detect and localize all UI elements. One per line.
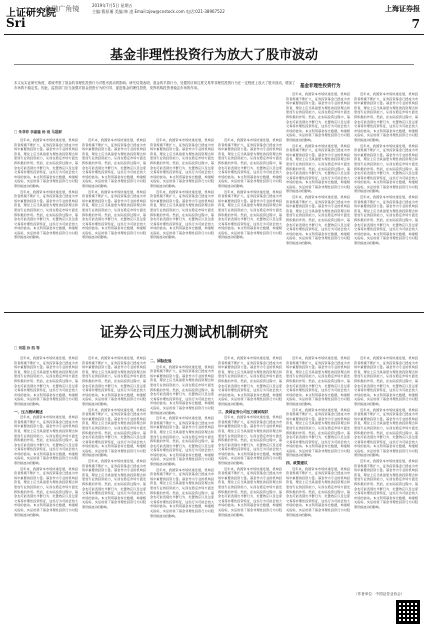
section-code: Sri xyxy=(6,16,26,30)
paragraph: 近年来，我国资本市场快速发展，机构投资者规模不断扩大，证券投资基金已经成为市场中重要的投资力量。基金作为专业的机构投资者，理论上应当具备更为理性的投资理念和更加专业的投资能力，从而在稳定市场方面发挥积极的作用。然而，在实际投资过程中，基金也可能表现出羊群行为、处置效应以及过度交易等非理性投资特征，这些行为可能会放大市场的波动。本文利用基金持仓数据，构建相关指标，实证检验了基金非理性投资行为对股票价格波动的影响。 xyxy=(218,138,282,188)
article1-col-5 xyxy=(286,92,350,308)
section-heading: 四、政策建议 xyxy=(286,461,308,466)
section-heading: 三、我国证券公司压力测试现状 xyxy=(218,409,269,414)
paragraph: 近年来，我国资本市场快速发展，机构投资者规模不断扩大，证券投资基金已经成为市场中重要的投资力量。基金作为专业的机构投资者，理论上应当具备更为理性的投资理念和更加专业的投资能力，从而在稳定市场方面发挥积极的作用。然而，在实际投资过程中，基金也可能表现出羊群行为、处置效应以及过度交易等非理性投资特征，这些行为可能会放大市场的波动。本文利用基金持仓数据，构建相关指标，实证检验了基金非理性投资行为对股票价格波动的影响。 xyxy=(82,407,146,458)
article1-col-2 xyxy=(82,138,146,308)
header-info xyxy=(92,3,225,15)
article1-sidebar-title: 基金非理性投资行为 xyxy=(300,84,341,89)
paragraph: 近年来，我国资本市场快速发展，机构投资者规模不断扩大，证券投资基金已经成为市场中重要的投资力量。基金作为专业的机构投资者，理论上应当具备更为理性的投资理念和更加专业的投资能力，从而在稳定市场方面发挥积极的作用。然而，在实际投资过程中，基金也可能表现出羊群行为、处置效应以及过度交易等非理性投资特征，这些行为可能会放大市场的波动。本文利用基金持仓数据，构建相关指标，实证检验了基金非理性投资行为对股票价格波动的影响。 xyxy=(286,466,350,517)
masthead: 上证研究院 xyxy=(6,8,56,19)
paragraph: 近年来，我国资本市场快速发展，机构投资者规模不断扩大，证券投资基金已经成为市场中重要的投资力量。基金作为专业的机构投资者，理论上应当具备更为理性的投资理念和更加专业的投资能力，从而在稳定市场方面发挥积极的作用。然而，在实际投资过程中，基金也可能表现出羊群行为、处置效应以及过度交易等非理性投资特征，这些行为可能会放大市场的波动。本文利用基金持仓数据，构建相关指标，实证检验了基金非理性投资行为对股票价格波动的影响。 xyxy=(218,189,282,240)
header-contact: 主编:曹原瑾 美编:林 凌 Email:zjsw@cnstock.com 电话:021-38967522 xyxy=(92,9,225,14)
paragraph: 近年来，我国资本市场快速发展，机构投资者规模不断扩大，证券投资基金已经成为市场中重要的投资力量。基金作为专业的机构投资者，理论上应当具备更为理性的投资理念和更加专业的投资能力，从而在稳定市场方面发挥积极的作用。然而，在实际投资过程中，基金也可能表现出羊群行为、处置效应以及过度交易等非理性投资特征，这些行为可能会放大市场的波动。本文利用基金持仓数据，构建相关指标，实证检验了基金非理性投资行为对股票价格波动的影响。 xyxy=(286,407,350,458)
paragraph: 近年来，我国资本市场快速发展，机构投资者规模不断扩大，证券投资基金已经成为市场中重要的投资力量。基金作为专业的机构投资者，理论上应当具备更为理性的投资理念和更加专业的投资能力，从而在稳定市场方面发挥积极的作用。然而，在实际投资过程中，基金也可能表现出羊群行为、处置效应以及过度交易等非理性投资特征，这些行为可能会放大市场的波动。本文利用基金持仓数据，构建相关指标，实证检验了基金非理性投资行为对股票价格波动的影响。 xyxy=(82,138,146,188)
section-heading: 二、国际经验 xyxy=(150,359,172,363)
paragraph: 近年来，我国资本市场快速发展，机构投资者规模不断扩大，证券投资基金已经成为市场中重要的投资力量。基金作为专业的机构投资者，理论上应当具备更为理性的投资理念和更加专业的投资能力，从而在稳定市场方面发挥积极的作用。然而，在实际投资过程中，基金也可能表现出羊群行为、处置效应以及过度交易等非理性投资特征，这些行为可能会放大市场的波动。本文利用基金持仓数据，构建相关指标，实证检验了基金非理性投资行为对股票价格波动的影响。 xyxy=(286,356,350,406)
paragraph: 近年来，我国资本市场快速发展，机构投资者规模不断扩大，证券投资基金已经成为市场中重要的投资力量。基金作为专业的机构投资者，理论上应当具备更为理性的投资理念和更加专业的投资能力，从而在稳定市场方面发挥积极的作用。然而，在实际投资过程中，基金也可能表现出羊群行为、处置效应以及过度交易等非理性投资特征，这些行为可能会放大市场的波动。本文利用基金持仓数据，构建相关指标，实证检验了基金非理性投资行为对股票价格波动的影响。 xyxy=(354,407,418,458)
paragraph: 近年来，我国资本市场快速发展，机构投资者规模不断扩大，证券投资基金已经成为市场中重要的投资力量。基金作为专业的机构投资者，理论上应当具备更为理性的投资理念和更加专业的投资能力，从而在稳定市场方面发挥积极的作用。然而，在实际投资过程中，基金也可能表现出羊群行为、处置效应以及过度交易等非理性投资特征，这些行为可能会放大市场的波动。本文利用基金持仓数据，构建相关指标，实证检验了基金非理性投资行为对股票价格波动的影响。 xyxy=(150,138,214,188)
article1-col-4 xyxy=(218,138,282,308)
paragraph: 近年来，我国资本市场快速发展，机构投资者规模不断扩大，证券投资基金已经成为市场中重要的投资力量。基金作为专业的机构投资者，理论上应当具备更为理性的投资理念和更加专业的投资能力，从而在稳定市场方面发挥积极的作用。然而，在实际投资过程中，基金也可能表现出羊群行为、处置效应以及过度交易等非理性投资特征，这些行为可能会放大市场的波动。本文利用基金持仓数据，构建相关指标，实证检验了基金非理性投资行为对股票价格波动的影响。 xyxy=(14,466,78,517)
paragraph: 近年来，我国资本市场快速发展，机构投资者规模不断扩大，证券投资基金已经成为市场中重要的投资力量。基金作为专业的机构投资者，理论上应当具备更为理性的投资理念和更加专业的投资能力，从而在稳定市场方面发挥积极的作用。然而，在实际投资过程中，基金也可能表现出羊群行为、处置效应以及过度交易等非理性投资特征，这些行为可能会放大市场的波动。本文利用基金持仓数据，构建相关指标，实证检验了基金非理性投资行为对股票价格波动的影响。 xyxy=(218,356,282,406)
header-rule xyxy=(4,34,424,35)
article2-col-5 xyxy=(286,356,350,618)
paragraph: 近年来，我国资本市场快速发展，机构投资者规模不断扩大，证券投资基金已经成为市场中重要的投资力量。基金作为专业的机构投资者，理论上应当具备更为理性的投资理念和更加专业的投资能力，从而在稳定市场方面发挥积极的作用。然而，在实际投资过程中，基金也可能表现出羊群行为、处置效应以及过度交易等非理性投资特征，这些行为可能会放大市场的波动。本文利用基金持仓数据，构建相关指标，实证检验了基金非理性投资行为对股票价格波动的影响。 xyxy=(286,92,350,142)
article2-byline: □ 刘超 孙 凯 等 xyxy=(14,346,40,350)
article1-byline: □ 朱菲菲 李惠璇 杨 雨 马超群 xyxy=(14,130,62,134)
article2-col-3 xyxy=(150,356,214,618)
section-heading: 一、压力测试概述 xyxy=(14,409,43,414)
article1-col-6 xyxy=(354,92,418,308)
paragraph: 近年来，我国资本市场快速发展，机构投资者规模不断扩大，证券投资基金已经成为市场中重要的投资力量。基金作为专业的机构投资者，理论上应当具备更为理性的投资理念和更加专业的投资能力，从而在稳定市场方面发挥积极的作用。然而，在实际投资过程中，基金也可能表现出羊群行为、处置效应以及过度交易等非理性投资特征，这些行为可能会放大市场的波动。本文利用基金持仓数据，构建相关指标，实证检验了基金非理性投资行为对股票价格波动的影响。 xyxy=(150,467,214,518)
article1-col-3 xyxy=(150,138,214,308)
paragraph: 近年来，我国资本市场快速发展，机构投资者规模不断扩大，证券投资基金已经成为市场中重要的投资力量。基金作为专业的机构投资者，理论上应当具备更为理性的投资理念和更加专业的投资能力，从而在稳定市场方面发挥积极的作用。然而，在实际投资过程中，基金也可能表现出羊群行为、处置效应以及过度交易等非理性投资特征，这些行为可能会放大市场的波动。本文利用基金持仓数据，构建相关指标，实证检验了基金非理性投资行为对股票价格波动的影响。 xyxy=(14,138,78,188)
page-header xyxy=(0,0,428,34)
paragraph: 近年来，我国资本市场快速发展，机构投资者规模不断扩大，证券投资基金已经成为市场中重要的投资力量。基金作为专业的机构投资者，理论上应当具备更为理性的投资理念和更加专业的投资能力，从而在稳定市场方面发挥积极的作用。然而，在实际投资过程中，基金也可能表现出羊群行为、处置效应以及过度交易等非理性投资特征，这些行为可能会放大市场的波动。本文利用基金持仓数据，构建相关指标，实证检验了基金非理性投资行为对股票价格波动的影响。 xyxy=(218,466,282,517)
paragraph: 近年来，我国资本市场快速发展，机构投资者规模不断扩大，证券投资基金已经成为市场中重要的投资力量。基金作为专业的机构投资者，理论上应当具备更为理性的投资理念和更加专业的投资能力，从而在稳定市场方面发挥积极的作用。然而，在实际投资过程中，基金也可能表现出羊群行为、处置效应以及过度交易等非理性投资特征，这些行为可能会放大市场的波动。本文利用基金持仓数据，构建相关指标，实证检验了基金非理性投资行为对股票价格波动的影响。 xyxy=(82,459,146,509)
paragraph: 近年来，我国资本市场快速发展，机构投资者规模不断扩大，证券投资基金已经成为市场中重要的投资力量。基金作为专业的机构投资者，理论上应当具备更为理性的投资理念和更加专业的投资能力，从而在稳定市场方面发挥积极的作用。然而，在实际投资过程中，基金也可能表现出羊群行为、处置效应以及过度交易等非理性投资特征，这些行为可能会放大市场的波动。本文利用基金持仓数据，构建相关指标，实证检验了基金非理性投资行为对股票价格波动的影响。 xyxy=(150,416,214,467)
header-date: 2019年7月5日 星期五 xyxy=(92,3,133,8)
paper-name: 上海证券报 xyxy=(385,4,420,13)
paragraph: 近年来，我国资本市场快速发展，机构投资者规模不断扩大，证券投资基金已经成为市场中重要的投资力量。基金作为专业的机构投资者，理论上应当具备更为理性的投资理念和更加专业的投资能力，从而在稳定市场方面发挥积极的作用。然而，在实际投资过程中，基金也可能表现出羊群行为、处置效应以及过度交易等非理性投资特征，这些行为可能会放大市场的波动。本文利用基金持仓数据，构建相关指标，实证检验了基金非理性投资行为对股票价格波动的影响。 xyxy=(82,189,146,240)
article1-title: 基金非理性投资行为放大了股市波动 xyxy=(109,48,318,63)
paragraph: 近年来，我国资本市场快速发展，机构投资者规模不断扩大，证券投资基金已经成为市场中重要的投资力量。基金作为专业的机构投资者，理论上应当具备更为理性的投资理念和更加专业的投资能力，从而在稳定市场方面发挥积极的作用。然而，在实际投资过程中，基金也可能表现出羊群行为、处置效应以及过度交易等非理性投资特征，这些行为可能会放大市场的波动。本文利用基金持仓数据，构建相关指标，实证检验了基金非理性投资行为对股票价格波动的影响。 xyxy=(82,356,146,406)
paragraph: 近年来，我国资本市场快速发展，机构投资者规模不断扩大，证券投资基金已经成为市场中重要的投资力量。基金作为专业的机构投资者，理论上应当具备更为理性的投资理念和更加专业的投资能力，从而在稳定市场方面发挥积极的作用。然而，在实际投资过程中，基金也可能表现出羊群行为、处置效应以及过度交易等非理性投资特征，这些行为可能会放大市场的波动。本文利用基金持仓数据，构建相关指标，实证检验了基金非理性投资行为对股票价格波动的影响。 xyxy=(354,459,418,509)
paragraph: 近年来，我国资本市场快速发展，机构投资者规模不断扩大，证券投资基金已经成为市场中重要的投资力量。基金作为专业的机构投资者，理论上应当具备更为理性的投资理念和更加专业的投资能力，从而在稳定市场方面发挥积极的作用。然而，在实际投资过程中，基金也可能表现出羊群行为、处置效应以及过度交易等非理性投资特征，这些行为可能会放大市场的波动。本文利用基金持仓数据，构建相关指标，实证检验了基金非理性投资行为对股票价格波动的影响。 xyxy=(150,364,214,415)
page-number: 7 xyxy=(411,17,420,31)
qr-code-icon xyxy=(396,600,420,624)
section-subtitle: ·金融广角镜 xyxy=(42,5,80,13)
article2-col-6 xyxy=(354,356,418,588)
paragraph: 近年来，我国资本市场快速发展，机构投资者规模不断扩大，证券投资基金已经成为市场中重要的投资力量。基金作为专业的机构投资者，理论上应当具备更为理性的投资理念和更加专业的投资能力，从而在稳定市场方面发挥积极的作用。然而，在实际投资过程中，基金也可能表现出羊群行为、处置效应以及过度交易等非理性投资特征，这些行为可能会放大市场的波动。本文利用基金持仓数据，构建相关指标，实证检验了基金非理性投资行为对股票价格波动的影响。 xyxy=(150,189,214,240)
article2-col-1 xyxy=(14,356,78,618)
paragraph: 近年来，我国资本市场快速发展，机构投资者规模不断扩大，证券投资基金已经成为市场中重要的投资力量。基金作为专业的机构投资者，理论上应当具备更为理性的投资理念和更加专业的投资能力，从而在稳定市场方面发挥积极的作用。然而，在实际投资过程中，基金也可能表现出羊群行为、处置效应以及过度交易等非理性投资特征，这些行为可能会放大市场的波动。本文利用基金持仓数据，构建相关指标，实证检验了基金非理性投资行为对股票价格波动的影响。 xyxy=(286,195,350,245)
article2-col-4 xyxy=(218,356,282,618)
article2-col-2 xyxy=(82,356,146,618)
paragraph: 近年来，我国资本市场快速发展，机构投资者规模不断扩大，证券投资基金已经成为市场中重要的投资力量。基金作为专业的机构投资者，理论上应当具备更为理性的投资理念和更加专业的投资能力，从而在稳定市场方面发挥积极的作用。然而，在实际投资过程中，基金也可能表现出羊群行为、处置效应以及过度交易等非理性投资特征，这些行为可能会放大市场的波动。本文利用基金持仓数据，构建相关指标，实证检验了基金非理性投资行为对股票价格波动的影响。 xyxy=(14,189,78,240)
paragraph: 近年来，我国资本市场快速发展，机构投资者规模不断扩大，证券投资基金已经成为市场中重要的投资力量。基金作为专业的机构投资者，理论上应当具备更为理性的投资理念和更加专业的投资能力，从而在稳定市场方面发挥积极的作用。然而，在实际投资过程中，基金也可能表现出羊群行为、处置效应以及过度交易等非理性投资特征，这些行为可能会放大市场的波动。本文利用基金持仓数据，构建相关指标，实证检验了基金非理性投资行为对股票价格波动的影响。 xyxy=(14,356,78,406)
paragraph: 近年来，我国资本市场快速发展，机构投资者规模不断扩大，证券投资基金已经成为市场中重要的投资力量。基金作为专业的机构投资者，理论上应当具备更为理性的投资理念和更加专业的投资能力，从而在稳定市场方面发挥积极的作用。然而，在实际投资过程中，基金也可能表现出羊群行为、处置效应以及过度交易等非理性投资特征，这些行为可能会放大市场的波动。本文利用基金持仓数据，构建相关指标，实证检验了基金非理性投资行为对股票价格波动的影响。 xyxy=(354,356,418,406)
article1-lead: 本文从实证研究角度，系统考察了基金的非理性投资行为对股市波动的影响。研究结果表明，基金的羊群行为、处置效应和过度交易等非理性投资行为在一定程度上放大了股市波动，增加了市场的不稳定性。因此，监管部门应当加强对基金投资行为的引导，促进基金的理性投资，发挥机构投资者稳定市场的作用。 xyxy=(14,81,296,91)
title-rule xyxy=(14,64,414,65)
paragraph: 近年来，我国资本市场快速发展，机构投资者规模不断扩大，证券投资基金已经成为市场中重要的投资力量。基金作为专业的机构投资者，理论上应当具备更为理性的投资理念和更加专业的投资能力，从而在稳定市场方面发挥积极的作用。然而，在实际投资过程中，基金也可能表现出羊群行为、处置效应以及过度交易等非理性投资特征，这些行为可能会放大市场的波动。本文利用基金持仓数据，构建相关指标，实证检验了基金非理性投资行为对股票价格波动的影响。 xyxy=(14,415,78,466)
paragraph: 近年来，我国资本市场快速发展，机构投资者规模不断扩大，证券投资基金已经成为市场中重要的投资力量。基金作为专业的机构投资者，理论上应当具备更为理性的投资理念和更加专业的投资能力，从而在稳定市场方面发挥积极的作用。然而，在实际投资过程中，基金也可能表现出羊群行为、处置效应以及过度交易等非理性投资特征，这些行为可能会放大市场的波动。本文利用基金持仓数据，构建相关指标，实证检验了基金非理性投资行为对股票价格波动的影响。 xyxy=(286,143,350,194)
section-rule xyxy=(4,312,424,313)
paragraph: 近年来，我国资本市场快速发展，机构投资者规模不断扩大，证券投资基金已经成为市场中重要的投资力量。基金作为专业的机构投资者，理论上应当具备更为理性的投资理念和更加专业的投资能力，从而在稳定市场方面发挥积极的作用。然而，在实际投资过程中，基金也可能表现出羊群行为、处置效应以及过度交易等非理性投资特征，这些行为可能会放大市场的波动。本文利用基金持仓数据，构建相关指标，实证检验了基金非理性投资行为对股票价格波动的影响。 xyxy=(218,415,282,466)
paragraph: 近年来，我国资本市场快速发展，机构投资者规模不断扩大，证券投资基金已经成为市场中重要的投资力量。基金作为专业的机构投资者，理论上应当具备更为理性的投资理念和更加专业的投资能力，从而在稳定市场方面发挥积极的作用。然而，在实际投资过程中，基金也可能表现出羊群行为、处置效应以及过度交易等非理性投资特征，这些行为可能会放大市场的波动。本文利用基金持仓数据，构建相关指标，实证检验了基金非理性投资行为对股票价格波动的影响。 xyxy=(354,195,418,245)
header-right xyxy=(385,4,420,31)
article2-title: 证券公司压力测试机制研究 xyxy=(100,325,268,341)
article1-col-1 xyxy=(14,138,78,308)
paragraph: 近年来，我国资本市场快速发展，机构投资者规模不断扩大，证券投资基金已经成为市场中重要的投资力量。基金作为专业的机构投资者，理论上应当具备更为理性的投资理念和更加专业的投资能力，从而在稳定市场方面发挥积极的作用。然而，在实际投资过程中，基金也可能表现出羊群行为、处置效应以及过度交易等非理性投资特征，这些行为可能会放大市场的波动。本文利用基金持仓数据，构建相关指标，实证检验了基金非理性投资行为对股票价格波动的影响。 xyxy=(354,143,418,194)
paragraph: 近年来，我国资本市场快速发展，机构投资者规模不断扩大，证券投资基金已经成为市场中重要的投资力量。基金作为专业的机构投资者，理论上应当具备更为理性的投资理念和更加专业的投资能力，从而在稳定市场方面发挥积极的作用。然而，在实际投资过程中，基金也可能表现出羊群行为、处置效应以及过度交易等非理性投资特征，这些行为可能会放大市场的波动。本文利用基金持仓数据，构建相关指标，实证检验了基金非理性投资行为对股票价格波动的影响。 xyxy=(354,92,418,142)
article2-footer: （作者单位：中国证券业协会） xyxy=(354,592,405,596)
